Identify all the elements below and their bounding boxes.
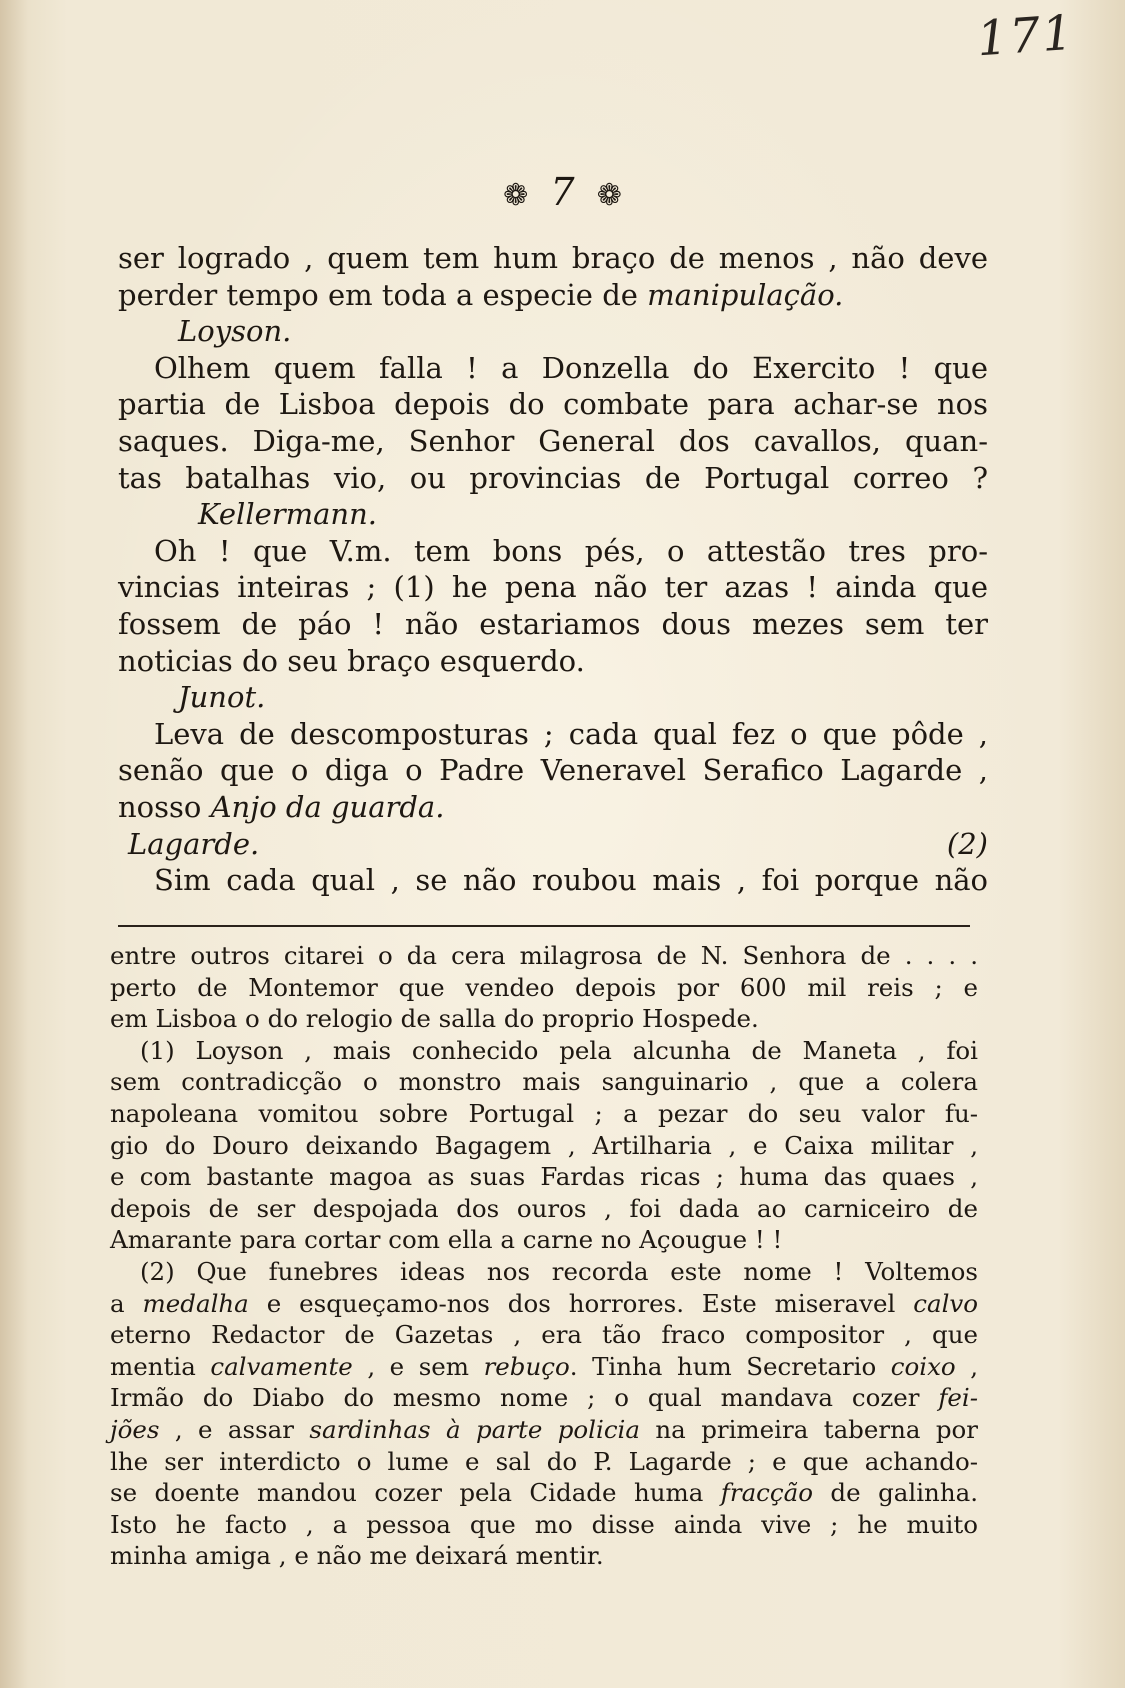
text-line: Leva de descomposturas ; cada qual fez o que pôde , (154, 716, 988, 751)
text-line: saques. Diga-me, Senhor General dos cavallos, quan- (118, 423, 988, 458)
note-line: sem contradicção o monstro mais sanguinario , que a colera (110, 1067, 978, 1097)
text-line: senão que o diga o Padre Veneravel Serafico Lagarde , (118, 753, 988, 788)
note-line: mentia calvamente , e sem rebuço. Tinha hum Secretario coixo , (110, 1351, 979, 1381)
speaker-loyson: Loyson. (178, 314, 292, 349)
ornament-left-icon: ❁ (503, 178, 529, 213)
text-line: tas batalhas vio, ou provincias de Portugal correo ? (118, 460, 988, 495)
footnotes (110, 940, 978, 1572)
footnote-ref: (2) (946, 826, 988, 861)
ornament-right-icon: ❁ (596, 178, 622, 213)
page-gutter-shadow (0, 0, 28, 1688)
note-line: a medalha e esqueçamo-nos dos horrores. Este miseravel calvo (110, 1288, 978, 1318)
text-line: vincias inteiras ; (1) he pena não ter azas ! ainda que (118, 570, 988, 605)
text-line: perder tempo em toda a especie de manipulação. (118, 277, 844, 312)
text-line: fossem de páo ! não estariamos dous mezes sem ter (118, 606, 988, 641)
main-text (118, 240, 988, 899)
text-line: nosso Anjo da guarda. (118, 789, 445, 824)
note-line: lhe ser interdicto o lume e sal do P. Lagarde ; e que achando- (110, 1446, 978, 1476)
note-line: se doente mandou cozer pela Cidade huma fracção de galinha. (110, 1478, 978, 1508)
note-line: Isto he facto , a pessoa que mo disse ainda vive ; he muito (110, 1509, 978, 1539)
note-line: perto de Montemor que vendeo depois por 600 mil reis ; e (110, 972, 978, 1002)
note-line: eterno Redactor de Gazetas , era tão fraco compositor , que (110, 1320, 978, 1350)
note-line: Irmão do Diabo do mesmo nome ; o qual mandava cozer fei- (110, 1383, 978, 1413)
speaker-kellermann: Kellermann. (198, 497, 377, 532)
note-line: Amarante para cortar com ella a carne no Açougue ! ! (110, 1225, 783, 1255)
text-line: noticias do seu braço esquerdo. (118, 643, 585, 678)
text-line: Olhem quem falla ! a Donzella do Exercito ! que (154, 350, 988, 385)
text-line: Oh ! que V.m. tem bons pés, o attestão tres pro- (154, 533, 988, 568)
text-line: ser logrado , quem tem hum braço de menos , não deve (118, 241, 988, 275)
note-line: jões , e assar sardinhas à parte policia na primeira taberna por (110, 1414, 979, 1444)
note-line: napoleana vomitou sobre Portugal ; a pezar do seu valor fu- (110, 1098, 978, 1128)
note-line: gio do Douro deixando Bagagem , Artilharia , e Caixa militar , (110, 1130, 978, 1160)
text-line: Sim cada qual , se não roubou mais , foi porque não (154, 863, 988, 898)
text-line: partia de Lisboa depois do combate para achar-se nos (118, 387, 988, 422)
note-line: em Lisboa o do relogio de salla do proprio Hospede. (110, 1004, 759, 1034)
page-number: 7 (550, 170, 575, 214)
speaker-junot: Junot. (178, 680, 266, 715)
handwritten-folio-number: 171 (975, 4, 1077, 68)
footnote-rule (118, 925, 970, 927)
speaker-lagarde: Lagarde. (2) (128, 826, 988, 861)
note-line: e com bastante magoa as suas Fardas ricas ; huma das quaes , (110, 1162, 978, 1192)
page-header (0, 170, 1125, 214)
note-line: entre outros citarei o da cera milagrosa de N. Senhora de . . . . (110, 941, 978, 970)
note-line: minha amiga , e não me deixará mentir. (110, 1541, 604, 1571)
note-line: (1) Loyson , mais conhecido pela alcunha de Maneta , foi (140, 1035, 978, 1065)
note-line: depois de ser despojada dos ouros , foi dada ao carniceiro de (110, 1193, 978, 1223)
note-line: (2) Que funebres ideas nos recorda este nome ! Voltemos (140, 1256, 978, 1286)
